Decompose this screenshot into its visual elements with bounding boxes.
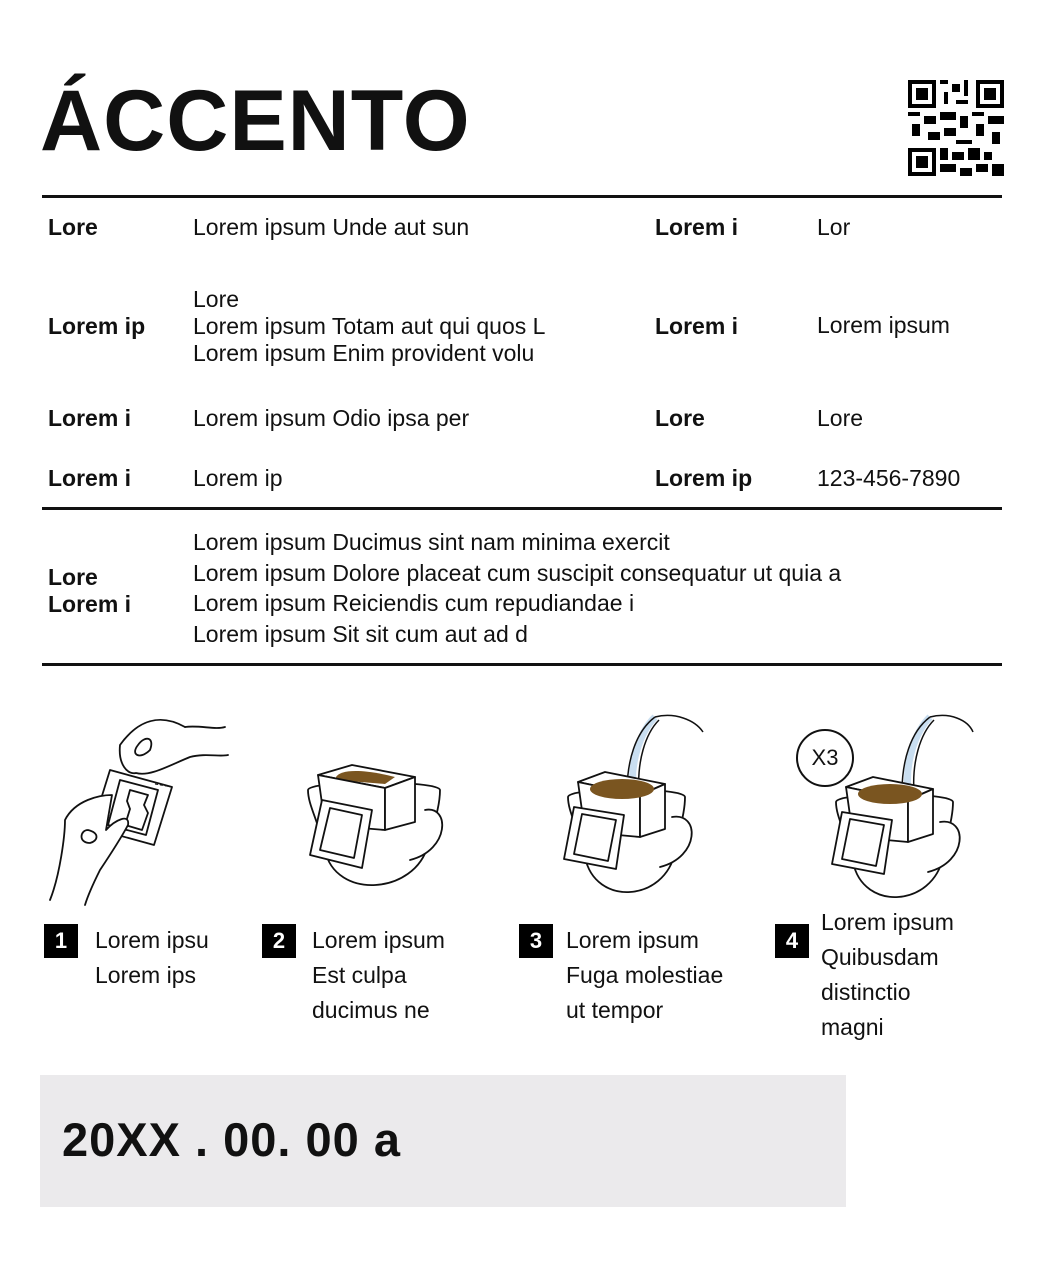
info-value: Lorem ipsum Enim provident volu [193,340,535,366]
info-value: Lore [193,286,240,312]
info-label: Lorem ip [655,465,753,491]
step-number: 4 [775,924,809,958]
info-value: Lorem ipsum Unde aut sun [193,214,470,240]
notes-line: Lorem ipsum Ducimus sint nam minima exercit [193,529,670,555]
step-line: ut tempor [566,997,664,1023]
step-number: 2 [262,924,296,958]
info-value: Lorem ipsum Totam aut qui quos L [193,313,546,339]
divider [42,507,1002,510]
info-label: Lorem ip [48,313,146,339]
info-label: Lore [48,214,98,240]
step-number: 1 [44,924,78,958]
step-line: Est culpa [312,962,407,988]
step-line: Lorem ipsum [312,927,445,953]
info-value: Lorem ipsum Odio ipsa per [193,405,470,431]
info-label: Lorem i [48,405,132,431]
info-value: Lore [817,405,864,431]
step-3-text [566,923,723,1028]
info-value: Lor [817,214,851,240]
step-line: ducimus ne [312,997,430,1023]
cup-hang-illustration [300,750,450,910]
divider [42,195,1002,198]
tear-packet-illustration [40,705,240,915]
info-value: Lorem ipsum [817,312,950,338]
notes-line: Lorem ipsum Dolore placeat cum suscipit consequatur ut quia a [193,560,842,586]
step-line: Lorem ips [95,962,196,988]
notes-line: Lorem ipsum Reiciendis cum repudiandae i [193,590,635,616]
repeat-badge: X3 [796,729,854,787]
step-line: distinctio [821,979,911,1005]
info-value: Lorem ip [193,465,283,491]
step-line: Lorem ipsum [566,927,699,953]
info-label: Lorem i [655,313,739,339]
phone-number: 123-456-7890 [817,465,961,491]
step-1-text [95,923,209,993]
step-number: 3 [519,924,553,958]
step-line: Lorem ipsum [821,909,954,935]
notes-label: Lorem i [48,591,132,617]
divider [42,663,1002,666]
step-2-text [312,923,445,1028]
step-4-text [821,905,954,1045]
step-line: Quibusdam [821,944,939,970]
brand-logo: ÁCCENTO [40,73,471,169]
step-line: magni [821,1014,884,1040]
date-text: 20XX . 00. 00 a [62,1113,402,1166]
notes-label: Lore [48,564,98,590]
step-line: Lorem ipsu [95,927,209,953]
info-label: Lorem i [48,465,132,491]
info-label: Lorem i [655,214,739,240]
qr-code-icon [908,80,1004,176]
notes-line: Lorem ipsum Sit sit cum aut ad d [193,621,528,647]
step-line: Fuga molestiae [566,962,724,988]
info-label: Lore [655,405,705,431]
pour-water-illustration [555,712,705,912]
